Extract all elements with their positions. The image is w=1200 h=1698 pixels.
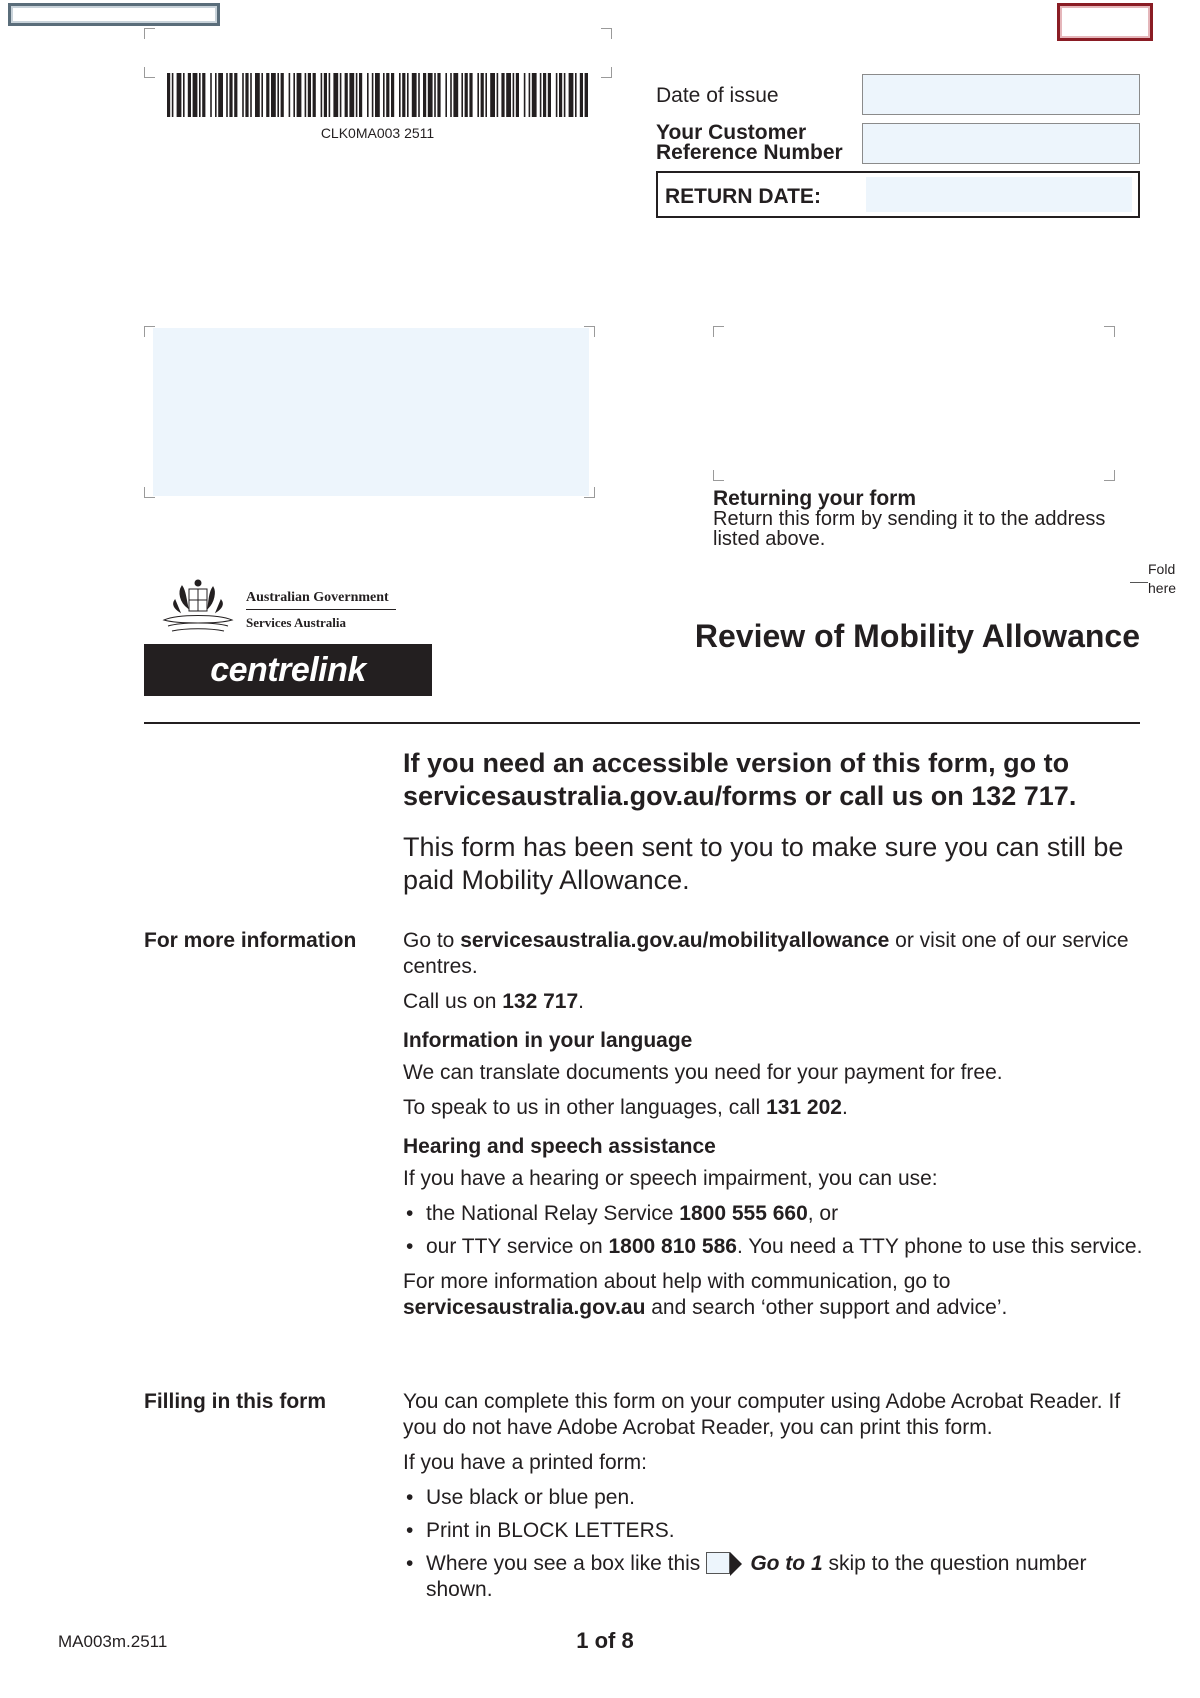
crop-mark [713,470,724,481]
phone-number: 1800 555 660 [679,1202,808,1225]
translate-paragraph: We can translate documents you need for your payment for free. [403,1061,1003,1084]
printed-form-paragraph: If you have a printed form: [403,1451,647,1474]
crop-mark [1104,470,1115,481]
centrelink-logo: centrelink [144,644,432,696]
header-divider [144,722,1140,724]
hearing-options-list [403,1201,1148,1260]
filling-section [403,1389,1148,1612]
text: . [578,990,584,1013]
date-of-issue-label: Date of issue [656,84,779,107]
return-date-box [656,171,1140,218]
address-window[interactable] [153,328,589,496]
more-info-heading: For more information [144,929,357,952]
more-info-section [403,928,1148,1330]
crn-label-line1: Your Customer [656,121,807,144]
crop-mark [713,326,724,337]
text: Where you see a box like this [426,1552,701,1575]
crop-mark [1104,326,1115,337]
barcode [167,73,588,117]
gov-name: Australian Government [246,590,396,610]
government-logo [158,578,398,638]
list-item [403,1234,1148,1260]
coat-of-arms-icon [158,578,238,636]
call-paragraph [403,989,1148,1015]
services-australia-link: servicesaustralia.gov.au [403,1296,646,1319]
crop-mark [144,67,155,78]
returning-title: Returning your form [713,487,916,510]
goto-box-icon [706,1552,730,1574]
accessible-version-notice: If you need an accessible version of this form, go to servicesaustralia.gov.au/forms or call us on 132 717. [403,748,1077,811]
text: Go to [403,929,461,952]
crop-mark [601,67,612,78]
phone-number: 132 717 [502,990,579,1013]
agency-name: Services Australia [246,615,347,630]
return-date-label: RETURN DATE: [665,185,821,208]
hearing-paragraph: If you have a hearing or speech impairment, you can use: [403,1167,938,1190]
acrobat-paragraph: You can complete this form on your computer using Adobe Acrobat Reader. If you do not have Adobe Acrobat Reader, you can print this form. [403,1390,1121,1439]
language-heading: Information in your language [403,1029,693,1052]
phone-number: 131 202 [766,1096,842,1119]
filling-heading: Filling in this form [144,1390,326,1413]
form-code: MA003m.2511 [58,1632,168,1651]
print-form-button[interactable] [8,3,220,26]
crop-mark [601,28,612,39]
barcode-number: CLK0MA003 2511 [320,125,435,141]
fold-line [1130,582,1148,583]
communication-paragraph [403,1269,1148,1321]
mobility-allowance-link: servicesaustralia.gov.au/mobilityallowance [460,929,890,952]
text: or visit one of our service centres. [403,929,1129,978]
languages-paragraph [403,1095,1148,1121]
text: skip to the question number shown. [426,1552,1087,1601]
date-of-issue-field[interactable] [862,74,1140,115]
list-item [403,1551,1148,1603]
form-title: Review of Mobility Allowance [694,618,1140,654]
goto-label: Go to 1 [750,1552,823,1575]
return-date-field[interactable] [866,177,1132,212]
form-purpose: This form has been sent to you to make sure you can still be paid Mobility Allowance. [403,832,1124,895]
returning-text: Return this form by sending it to the address listed above. [713,508,1106,550]
list-item: • Print in BLOCK LETTERS. [403,1518,1148,1544]
visit-paragraph [403,928,1148,980]
list-item: • Use black or blue pen. [403,1485,1148,1511]
text: the National Relay Service [426,1202,680,1225]
phone-number: 1800 810 586 [608,1235,737,1258]
text: To speak to us in other languages, call [403,1096,767,1119]
crn-label-line2: Reference Number [656,141,843,164]
text: Call us on [403,990,503,1013]
text: . [841,1096,848,1119]
text: and search ‘other support and advice’. [645,1296,1008,1319]
arrow-right-icon [730,1552,742,1576]
crn-field[interactable] [862,123,1140,164]
fold-label-line1: Fold [1148,561,1176,577]
text: , or [807,1202,839,1225]
text: . You need a TTY phone to use this service. [736,1235,1143,1258]
crop-mark [144,28,155,39]
page-number: 1 of 8 [576,1628,634,1653]
fold-label-line2: here [1148,580,1177,596]
list-item [403,1201,1148,1227]
hearing-heading: Hearing and speech assistance [403,1135,716,1158]
reset-form-button[interactable] [1057,3,1153,41]
fold-label [1148,560,1176,598]
text: our TTY service on [426,1235,609,1258]
text: For more information about help with communication, go to [403,1270,951,1293]
printed-form-list [403,1485,1148,1603]
